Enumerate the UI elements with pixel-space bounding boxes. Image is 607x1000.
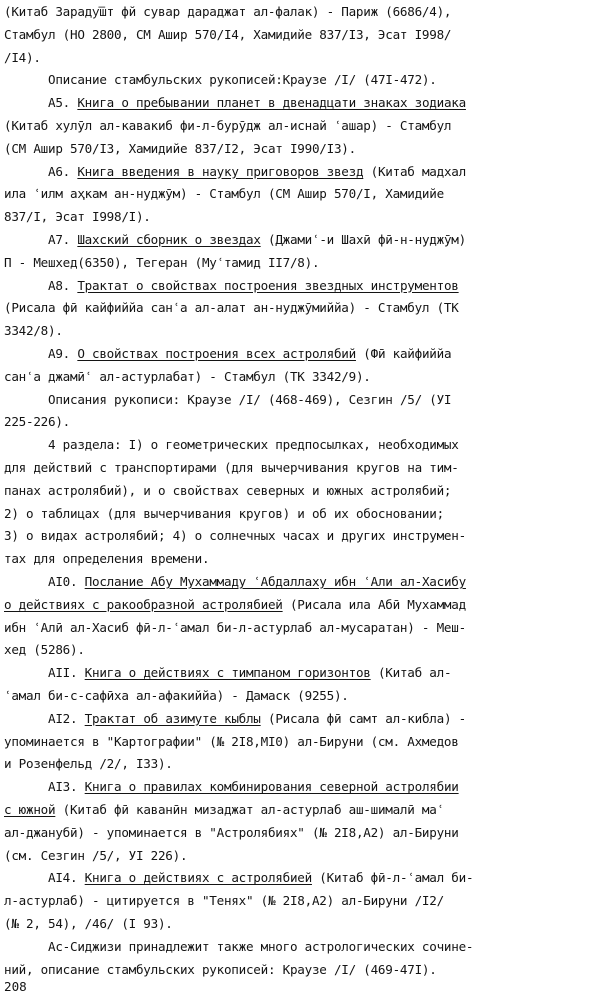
text-segment: Стамбул (НО 2800, СМ Ашир 570/I4, Хамидийе 837/I3, Эсат I998/ [4, 26, 452, 42]
text-segment: AI4. [48, 870, 85, 886]
text-line [48, 708, 604, 730]
text-line [48, 69, 604, 91]
underlined-title: Послание Абу Мухаммаду ʿАбдаллаху ибн ʿАли ал-Хасибу [84, 574, 466, 589]
text-segment: A5. [48, 95, 78, 111]
text-segment: (Китаб ал- [370, 665, 452, 681]
underlined-title: Книга о пребывании планет в двенадцати знаках зодиака [77, 95, 466, 111]
text-segment: (Китаб мадхал [363, 163, 466, 179]
text-segment: упоминается в "Картографии" (№ 2I8,МI0) ал-Бируни (см. Ахмедов [4, 733, 459, 749]
text-line [4, 457, 604, 479]
text-line [4, 845, 604, 867]
text-line [4, 548, 604, 570]
text-line [48, 776, 604, 798]
text-line [48, 662, 604, 684]
text-line [4, 959, 604, 981]
underlined-title: Книга о правилах комбинирования северной астролябии [84, 779, 459, 795]
text-line [4, 1, 604, 23]
text-segment: Описания рукописи: Краузе /I/ (468-469), Сезгин /5/ (УI [48, 391, 452, 407]
text-segment: 2) о таблицах (для вычерчивания кругов) и об их обосновании; [4, 505, 444, 521]
text-segment: (Джамиʿ-и Шахӣ фӣ-н-нуджӯм) [260, 232, 466, 247]
text-segment: 837/I, Эсат I998/I). [4, 209, 151, 225]
text-segment: (Китаб хулӯл ал-кавакиб фи-л-бурӯдж ал-иснай ʿашар) - Стамбул [4, 118, 452, 133]
text-segment: 225-226). [4, 414, 70, 430]
text-line [4, 525, 604, 547]
text-line [48, 936, 604, 958]
text-line [4, 731, 604, 753]
text-segment: Описание стамбульских рукописей:Краузе /I/ (47I-472). [48, 72, 437, 88]
text-segment: ибн ʿАлӣ ал-Хасиб фӣ-л-ʿамал би-л-астурлаб ал-мусаратан) - Меш- [4, 619, 466, 635]
text-segment: AI3. [48, 779, 85, 795]
text-line [4, 503, 604, 525]
text-segment: ила ʿилм аҳкам ан-нуджӯм) - Стамбул (СМ Ашир 570/I, Хамидийе [4, 186, 444, 202]
text-line [4, 639, 604, 661]
text-segment: панах астролябий), и о свойствах северных и южных астролябий; [4, 482, 452, 498]
text-line [4, 480, 604, 502]
underlined-title: Шахский сборник о звездах [77, 232, 261, 247]
text-segment: A8. [48, 277, 78, 293]
text-line [4, 47, 604, 69]
text-segment: и Розенфельд /2/, I33). [4, 756, 173, 772]
text-line [48, 275, 604, 297]
text-line [4, 685, 604, 707]
text-line [4, 252, 604, 274]
text-segment: (№ 2, 54), /46/ (I 93). [4, 916, 173, 931]
text-line [48, 867, 604, 889]
text-line [4, 617, 604, 639]
text-segment: A7. [48, 232, 78, 247]
text-segment: ний, описание стамбульских рукописей: Краузе /I/ (469-47I). [4, 961, 437, 977]
text-segment: П - Мешхед(6350), Тегеран (Муʿтамид II7/8). [4, 254, 320, 270]
text-line [4, 411, 604, 433]
text-segment: (Китаб фӣ каванӣн мизаджат ал-астурлаб аш-шималӣ маʿ [55, 802, 444, 817]
underlined-title: о действиях с ракообразной астролябией [4, 596, 283, 612]
underlined-title: О свойствах построения всех астролябий [77, 346, 356, 361]
text-line [48, 434, 604, 456]
text-segment: 3) о видах астролябий; 4) о солнечных часах и других инструмен- [4, 528, 466, 544]
text-line [4, 297, 604, 319]
text-line [48, 229, 604, 251]
page-number: 208 [4, 979, 27, 994]
text-segment: санʿа джамӣʿ ал-астурлабат) - Стамбул (ТК 3342/9). [4, 368, 371, 384]
text-line [4, 822, 604, 844]
text-line [48, 571, 604, 593]
underlined-title: Книга о действиях с тимпаном горизонтов [84, 665, 371, 681]
underlined-title: Трактат о свойствах построения звездных инструментов [77, 277, 459, 293]
underlined-title: Книга о действиях с астролябией [84, 870, 312, 886]
text-segment: (см. Сезгин /5/, УI 226). [4, 847, 188, 863]
text-line [4, 799, 604, 821]
text-segment: /I4). [4, 49, 41, 65]
text-segment: ʿамал би-с-сафӣха ал-афакиййа) - Дамаск (9255). [4, 688, 349, 703]
underlined-title: Книга введения в науку приговоров звезд [77, 163, 364, 179]
text-segment: (Рисала фӣ кайфиййа санʿа ал-алат ан-нуджӯмиййа) - Стамбул (ТК [4, 300, 459, 316]
text-segment: 3342/8). [4, 323, 63, 339]
underlined-title: с южной [4, 802, 56, 817]
text-line [4, 24, 604, 46]
text-segment: AI0. [48, 574, 85, 589]
text-line [4, 320, 604, 342]
text-line [48, 343, 604, 365]
text-line [48, 161, 604, 183]
text-line [4, 138, 604, 160]
text-line [4, 206, 604, 228]
text-segment: ал-джанубӣ) - упоминается в "Астролябиях" (№ 2I8,A2) ал-Бируни [4, 824, 459, 840]
text-segment: (Китаб фӣ-л-ʿамал би- [311, 870, 474, 886]
text-segment: A6. [48, 163, 78, 179]
text-segment: л-астурлаб) - цитируется в "Тенях" (№ 2I8,A2) ал-Бируни /I2/ [4, 893, 444, 909]
text-line [4, 890, 604, 912]
underlined-title: Трактат об азимуте кыблы [84, 710, 261, 726]
text-segment: 4 раздела: I) о геометрических предпосылках, необходимых [48, 437, 459, 453]
text-segment: (Рисала фӣ самт ал-кибла) - [260, 710, 466, 726]
text-segment: (Рисала ила Абӣ Мухаммад [282, 596, 466, 612]
text-line [4, 183, 604, 205]
text-segment: (Китаб Зараду͞шт фй сувар дараджат ал-фалак) - Париж (6686/4), [4, 4, 452, 19]
text-line [4, 115, 604, 137]
text-line [4, 366, 604, 388]
text-segment: для действий с транспортирами (для вычерчивания кругов на тим- [4, 460, 459, 475]
text-segment: хед (5286). [4, 642, 85, 658]
text-segment: Ас-Сиджизи принадлежит также много астрологических сочине- [48, 938, 474, 954]
text-segment: (Фӣ кайфиййа [355, 346, 452, 361]
text-line [4, 594, 604, 616]
text-line [4, 753, 604, 775]
text-segment: AII. [48, 665, 85, 681]
text-segment: (СМ Ашир 570/I3, Хамидийе 837/I2, Эсат I990/I3). [4, 140, 356, 156]
text-line [48, 389, 604, 411]
text-segment: A9. [48, 346, 78, 361]
text-segment: тах для определения времени. [4, 551, 210, 567]
text-line [48, 92, 604, 114]
text-line [4, 913, 604, 935]
text-segment: AI2. [48, 710, 85, 726]
